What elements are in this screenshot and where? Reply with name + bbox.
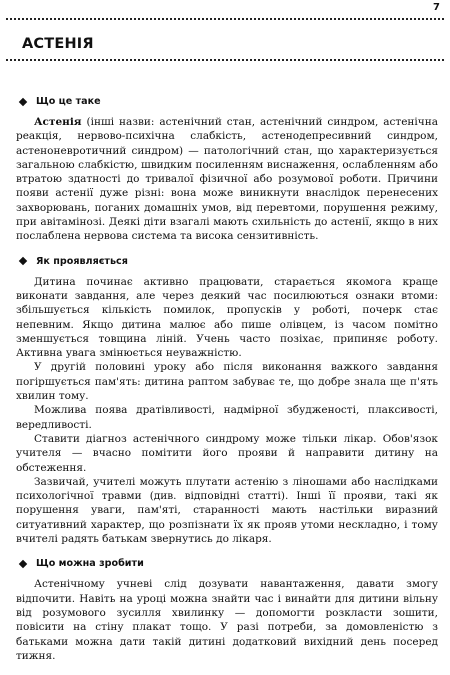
dotted-rule-under-title [6, 59, 444, 61]
paragraph: Можлива поява дратівливості, надмірної збудженості, плаксивості, вередливості. [16, 404, 438, 431]
definition-text: (інші назви: астенічний стан, астенічний синдром, астенічна реакція, нервово-психічна слабкість, астенодепресивний синдром, астеноневротичний синдром) — патологічний стан, що характеризується загальною слабкістю, швидким посиленням виснаження, ослабленням або втратою здатності до тривалої фізичної або розумової роботи. Причини появи астенії дуже різні: вона може виникнути внаслідок перенесених захворювань, поганих домашніх умов, від перевтоми, порушення режиму, при авітамінозі. Деякі діти взагалі мають схильність до астенії, якщо в них послаблена нервова система та висока сензитивність. [16, 116, 438, 243]
defined-term: Астенія [34, 116, 82, 128]
diamond-bullet-icon [19, 560, 27, 568]
paragraph: Астенічному учневі слід дозувати навантаження, давати змогу відпочити. Навіть на уроці можна знайти час і винайти для дитини вільну від розумового зусилля хвилинку — допомогти розкласти зошити, повісити на стіну плакат тощо. У разі потреби, за домовленістю з батьками можна дати такій дитині додатковий вихідний день посеред тижня. [16, 578, 438, 662]
section-heading [16, 96, 438, 107]
section-heading-text: Що можна зробити [36, 558, 144, 570]
paragraph: Дитина починає активно працювати, старається якомога краще виконати завдання, але через деякий час посилюються ознаки втоми: збільшується кількість помилок, пропусків у роботі, почерк стає непевним. Якщо дитина малює або пише олівцем, із часом помітно зменшується товщина ліній. Учень часто позіхає, припиняє роботу. Активна увага змінюється неуважністю. [16, 275, 438, 360]
article-body [16, 96, 438, 675]
page-title: АСТЕНІЯ [22, 36, 94, 52]
paragraph: У другій половині уроку або після виконання важкого завдання погіршується пам'ять: дитина раптом забуває те, що добре знала ще п'ять хвилин тому. [16, 361, 438, 403]
dotted-rule-top [6, 18, 444, 20]
section-what-to-do [16, 558, 438, 663]
section-heading-text: Як проявляється [36, 255, 128, 267]
paragraph: Зазвичай, учителі можуть плутати астенію з ліношами або наслідками психологічної травми (див. відповідні статті). Інші її прояви, такі як порушення уваги, пам'яті, старанності мають настільки виразний ситуативний характер, що розпізнати їх як прояв утоми нескладно, і тому вчителі радять батькам звернутись до лікаря. [16, 475, 438, 546]
section-heading [16, 256, 438, 267]
section-what-is-it [16, 96, 438, 244]
section-how-it-manifests [16, 256, 438, 547]
paragraph: Ставити діагноз астенічного синдрому може тільки лікар. Обов'язок учителя — вчасно помітити його прояви й направити дитину на обстеження. [16, 432, 438, 474]
definition-paragraph [16, 115, 438, 244]
page-number: 7 [433, 2, 440, 13]
diamond-bullet-icon [19, 97, 27, 105]
section-heading [16, 558, 438, 569]
diamond-bullet-icon [19, 257, 27, 265]
section-heading-text: Що це таке [36, 96, 101, 107]
